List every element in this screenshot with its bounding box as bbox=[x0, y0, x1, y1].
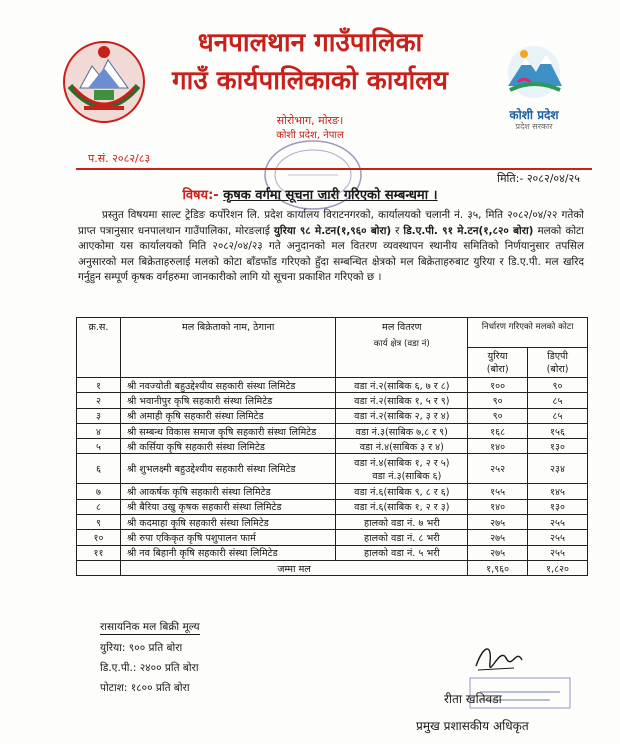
cell-sn: ३ bbox=[77, 408, 121, 423]
table-row bbox=[77, 499, 588, 514]
cell-ward-wrap bbox=[336, 545, 468, 560]
table-row bbox=[77, 545, 588, 560]
cell-dap: १४५ bbox=[528, 484, 588, 499]
rate-urea: युरिया: ९०० प्रति बोरा bbox=[100, 642, 183, 654]
rate-dap: डि.ए.पी.: २४०० प्रति बोरा bbox=[100, 662, 199, 674]
cell-urea: १६८ bbox=[468, 423, 528, 438]
cell-name: श्री शुभलक्ष्मी बहुउद्देश्यीय सहकारी संस्था लिमिटेड bbox=[120, 454, 335, 484]
th-name: मल बिक्रेताको नाम, ठेगाना bbox=[120, 318, 335, 378]
table-total-row bbox=[77, 560, 588, 575]
cell-ward-wrap bbox=[336, 515, 468, 530]
signer-name: रीता खतिवडा bbox=[444, 692, 502, 706]
cell-ward-2: वडा नं.३(साबिक ६) bbox=[372, 470, 442, 482]
cell-urea: ९० bbox=[468, 408, 528, 423]
cell-name: श्री रुपा एकिकृत कृषि पशुपालन फार्म bbox=[120, 530, 335, 545]
cell-dap: २५५ bbox=[528, 545, 588, 560]
table-row bbox=[77, 408, 588, 423]
cell-sn: ६ bbox=[77, 454, 121, 484]
subject-text: कृषक वर्गमा सूचना जारी गरिएको सम्बन्धमा । bbox=[223, 188, 438, 203]
cell-name: श्री कर्सिया कृषि सहकारी संस्था लिमिटेड bbox=[120, 439, 335, 454]
th-urea-label: युरिया bbox=[487, 351, 508, 362]
fertilizer-rates bbox=[100, 617, 200, 698]
cell-ward-wrap bbox=[336, 499, 468, 514]
cell-sn: १० bbox=[77, 530, 121, 545]
th-dist-sub: कार्य क्षेत्र (वडा नं) bbox=[373, 339, 430, 349]
cell-ward-wrap bbox=[336, 530, 468, 545]
cell-sn: ८ bbox=[77, 499, 121, 514]
distribution-table bbox=[76, 317, 588, 576]
cell-dap: १३० bbox=[528, 499, 588, 514]
dap-quota: डि.ए.पी. ९१ मे.टन(१,८२० बोरा) bbox=[403, 224, 534, 237]
subject-label: विषय:- bbox=[182, 188, 219, 203]
cell-ward-wrap bbox=[336, 393, 468, 408]
cell-dap: ८५ bbox=[528, 393, 588, 408]
total-urea: १,९६० bbox=[468, 560, 528, 575]
table-row bbox=[77, 393, 588, 408]
office-seal-icon bbox=[258, 135, 368, 215]
th-urea-unit: (बोरा) bbox=[486, 364, 509, 375]
cell-ward-wrap bbox=[336, 378, 468, 393]
ref-number: प.सं. २०८२/८३ bbox=[88, 152, 151, 165]
th-dap bbox=[528, 348, 588, 378]
cell-urea: १०० bbox=[468, 378, 528, 393]
th-dap-unit: (बोरा) bbox=[546, 364, 569, 375]
cell-sn: ९ bbox=[77, 515, 121, 530]
header-divider bbox=[76, 168, 592, 170]
cell-ward: वडा नं.४(साबिक ३ र ४) bbox=[359, 441, 444, 453]
body-p1: प्रस्तुत विषयमा साल्ट ट्रेडिङ कर्पोरेशन लि. प्रदेश कार्यालय विराटनगरको, कार्यालयको चलानी नं. ३५, मिति २०८२/०४/२२ गतेको प्राप्त पत्रानुसार धनपालथान गाउँपालिका, मोरङलाई bbox=[78, 209, 584, 237]
org-title: धनपालथान गाउँपालिका bbox=[197, 28, 423, 58]
table-row bbox=[77, 378, 588, 393]
cell-sn: ५ bbox=[77, 439, 121, 454]
cell-urea: २७५ bbox=[468, 515, 528, 530]
cell-dap: २५५ bbox=[528, 530, 588, 545]
urea-quota: युरिया ९८ मे.टन(१,९६० बोरा) bbox=[273, 224, 392, 237]
cell-ward: हालको वडा नं. ५ भरी bbox=[364, 548, 440, 560]
body-and: र bbox=[395, 224, 400, 237]
cell-ward: वडा नं.२(साबिक १, ५ र ९) bbox=[354, 395, 450, 407]
table-row bbox=[77, 454, 588, 484]
logo-name: कोशी प्रदेश bbox=[509, 108, 559, 122]
cell-urea: २७५ bbox=[468, 545, 528, 560]
table-row bbox=[77, 484, 588, 499]
cell-dap: २५५ bbox=[528, 515, 588, 530]
table-body bbox=[77, 378, 588, 561]
logo-tagline: प्रदेश सरकार bbox=[515, 122, 553, 131]
rates-heading: रासायनिक मल बिक्री मूल्य bbox=[100, 621, 200, 633]
cell-dap: २३४ bbox=[528, 454, 588, 484]
cell-urea: १४० bbox=[468, 439, 528, 454]
cell-sn: ७ bbox=[77, 484, 121, 499]
total-empty-cell bbox=[77, 560, 121, 575]
cell-urea: १४० bbox=[468, 499, 528, 514]
cell-name: श्री सम्बन्ध विकास समाज कृषि सहकारी संस्था लिमिटेड bbox=[120, 423, 335, 438]
cell-sn: २ bbox=[77, 393, 121, 408]
cell-dap: ८५ bbox=[528, 408, 588, 423]
cell-sn: १ bbox=[77, 378, 121, 393]
rate-potash: पोटाश: १८०० प्रति बोरा bbox=[100, 682, 190, 694]
cell-ward: वडा नं.६(साबिक १, २ र ३) bbox=[354, 502, 450, 514]
cell-ward: वडा नं.६(साबिक ९, ८ र ६) bbox=[354, 487, 450, 499]
org-subtitle: गाउँ कार्यपालिकाको कार्यालय bbox=[172, 66, 448, 96]
table-row bbox=[77, 423, 588, 438]
cell-ward: वडा नं.४(साबिक १, २ र ५) bbox=[354, 457, 450, 469]
org-province: कोशी प्रदेश, नेपाल bbox=[276, 130, 344, 141]
table-row bbox=[77, 439, 588, 454]
letter-date: मिति:- २०८२/०४/२५ bbox=[497, 172, 580, 185]
cell-ward-wrap bbox=[336, 408, 468, 423]
th-sn: क्र.स. bbox=[77, 318, 121, 378]
cell-name: श्री बैरिया उखु कृषक सहकारी संस्था लिमिटेड bbox=[120, 499, 335, 514]
th-urea bbox=[468, 348, 528, 378]
cell-sn: ११ bbox=[77, 545, 121, 560]
cell-dap: १३० bbox=[528, 439, 588, 454]
signer-title: प्रमुख प्रशासकीय अधिकृत bbox=[416, 719, 529, 733]
th-dap-label: डिएपी bbox=[547, 351, 568, 362]
cell-name: श्री आकर्षक कृषि सहकारी संस्था लिमिटेड bbox=[120, 484, 335, 499]
cell-urea: ९० bbox=[468, 393, 528, 408]
cell-ward-wrap bbox=[336, 439, 468, 454]
subject-line bbox=[0, 185, 620, 203]
cell-dap: ९० bbox=[528, 378, 588, 393]
th-quota: निर्धारण गरिएको मलको कोटा bbox=[468, 318, 588, 348]
total-dap: १,८२० bbox=[528, 560, 588, 575]
cell-ward: हालको वडा नं. ८ भरी bbox=[364, 533, 440, 545]
cell-sn: ४ bbox=[77, 423, 121, 438]
cell-ward-wrap bbox=[336, 423, 468, 438]
table-row bbox=[77, 530, 588, 545]
cell-dap: १५६ bbox=[528, 423, 588, 438]
cell-name: श्री नव बिहानी कृषि सहकारी संस्था लिमिटेड bbox=[120, 545, 335, 560]
body-paragraph bbox=[78, 208, 584, 286]
cell-name: श्री भवानीपुर कृषि सहकारी संस्था लिमिटेड bbox=[120, 393, 335, 408]
cell-ward: वडा नं.२(साबिक २, ३ र ४) bbox=[354, 411, 450, 423]
cell-ward-wrap bbox=[336, 454, 468, 484]
th-dist-label: मल वितरण bbox=[382, 322, 422, 333]
cell-name: श्री अमाही कृषि सहकारी संस्था लिमिटेड bbox=[120, 408, 335, 423]
cell-ward-wrap bbox=[336, 484, 468, 499]
signature-icon bbox=[470, 638, 530, 678]
cell-urea: २५२ bbox=[468, 454, 528, 484]
th-dist bbox=[336, 318, 468, 378]
cell-urea: १५५ bbox=[468, 484, 528, 499]
table-row bbox=[77, 515, 588, 530]
cell-ward: वडा नं.२(साबिक ६, ७ र ८) bbox=[354, 380, 450, 392]
cell-ward: वडा नं.३(साबिक ७,८ र ९) bbox=[355, 426, 448, 438]
body-p2: मलको कोटा आएकोमा यस कार्यालयको मिति २०८२/०४/२३ गते अनुदानको मल वितरण व्यवस्थापन स्थानीय समितिको निर्णयानुसार तपसिल अनुसारको मल बिक्रेताहरुलाई मलको कोटा बाँडफाँड गरिएको हुँदा सम्बन्धित क्षेत्रको मल बिक्रेताहरुबाट युरिया र डि.ए.पी. मल खरिद गर्नुहुन सम्पूर्ण कृषक वर्गहरुमा जानकारीको लागि यो सूचना प्रकाशित गरिएको छ । bbox=[78, 224, 584, 284]
cell-name: श्री कदमाहा कृषि सहकारी संस्था लिमिटेड bbox=[120, 515, 335, 530]
cell-urea: २७५ bbox=[468, 530, 528, 545]
total-label: जम्मा मल bbox=[120, 560, 467, 575]
cell-ward: हालको वडा नं. ७ भरी bbox=[364, 517, 440, 529]
cell-name: श्री नवज्योती बहुउद्देश्यीय सहकारी संस्था लिमिटेड bbox=[120, 378, 335, 393]
org-address: सोरोभाग, मोरङ। bbox=[276, 114, 344, 127]
